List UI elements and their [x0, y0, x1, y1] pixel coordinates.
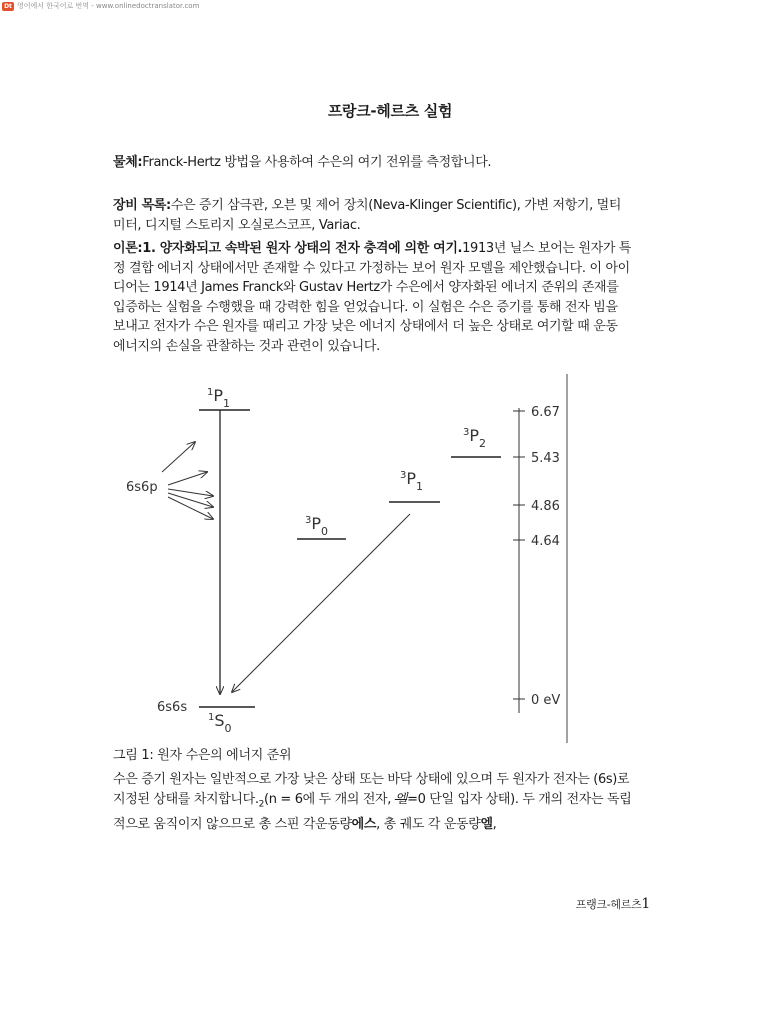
scale-label-1: 5.43 — [531, 451, 560, 466]
body-after-s: , 총 궤도 각 운동량 — [376, 816, 481, 832]
figure-caption: 그림 1: 원자 수은의 에너지 준위 — [113, 748, 292, 763]
level-1s0-label: $^1S_0$ — [208, 711, 232, 735]
body-after-ell: =0 단일 입자 상태). 두 개의 전자는 독립적으로 움직이지 않으므로 총 스핀 각운동량 — [113, 791, 632, 832]
body-bold-l: 엘 — [480, 816, 493, 832]
energy-scale-ticks — [513, 405, 560, 708]
excitation-arrow-2 — [168, 472, 207, 485]
excitation-arrow-1 — [162, 442, 195, 472]
object-text: Franck-Hertz 방법을 사용하여 수은의 여기 전위를 측정합니다. — [142, 155, 492, 170]
body-ell-symbol: 엘 — [394, 791, 408, 807]
scale-label-3: 4.64 — [531, 534, 560, 549]
transition-3p1-ground — [232, 514, 410, 692]
theory-paragraph — [113, 239, 633, 356]
energy-level-diagram — [113, 368, 593, 743]
body-bold-s: 에스 — [351, 816, 377, 832]
config-upper-label: 6s6p — [126, 480, 158, 495]
scale-label-0: 6.67 — [531, 405, 560, 420]
translator-text: 영어에서 한국어로 번역 - www.onlinedoctranslator.com — [17, 2, 200, 10]
translator-attribution — [2, 0, 199, 12]
body-mid: (n = 6에 두 개의 전자, — [264, 791, 395, 807]
equipment-label: 장비 목록: — [113, 198, 171, 213]
page-footer — [576, 896, 650, 912]
body-end: , — [492, 816, 497, 832]
theory-label: 이론:1. 양자화되고 속박된 원자 상태의 전자 충격에 의한 여기. — [113, 241, 463, 256]
body-intro: 수은 증기 원자는 일반적으로 가장 낮은 상태 또는 바닥 상태에 있으며 두 원자가 전자는 (6s)로 지정된 상태를 차지합니다. — [113, 772, 630, 807]
level-3p0-label: $^3P_0$ — [305, 514, 329, 538]
equipment-text: 수은 증기 삼극관, 오븐 및 제어 장치(Neva-Klinger Scientific), 가변 저항기, 멀티미터, 디지털 스토리지 오실로스코프, Variac. — [113, 198, 622, 233]
scale-label-4: 0 eV — [531, 693, 561, 708]
object-label: 물체: — [113, 155, 143, 170]
equipment-paragraph — [113, 196, 633, 235]
page-number: 1 — [641, 896, 650, 912]
level-3p2-label: $^3P_2$ — [463, 426, 487, 450]
level-3p1-label: $^3P_1$ — [400, 469, 424, 493]
body-paragraph — [113, 770, 635, 834]
page-title: 프랑크-헤르츠 실험 — [327, 102, 453, 120]
level-1p1-label: $^1P_1$ — [207, 386, 231, 410]
scale-label-2: 4.86 — [531, 499, 560, 514]
footer-text: 프랭크-헤르츠 — [575, 898, 642, 911]
object-paragraph — [113, 153, 633, 173]
translator-logo: Dt — [2, 2, 14, 11]
body-superscript: 2 — [258, 799, 265, 810]
theory-text: 1913년 닐스 보어는 원자가 특정 결합 에너지 상태에서만 존재할 수 있다고 가정하는 보어 원자 모델을 제안했습니다. 이 아이디어는 1914년 James Franck와 Gustav Hertz가 수은에서 양자화된 에너지 준위의 존재를 입증하는 실험을 수행했을 때 강력한 힘을 얻었습니다. 이 실험은 수은 증기를 통해 전자 빔을 보내고 전자가 수은 원자를 때리고 가장 낮은 에너지 상태에서 더 높은 상태로 여기할 때 운동 에너지의 손실을 관찰하는 것과 관련이 있습니다. — [113, 241, 632, 354]
config-lower-label: 6s6s — [157, 700, 188, 715]
